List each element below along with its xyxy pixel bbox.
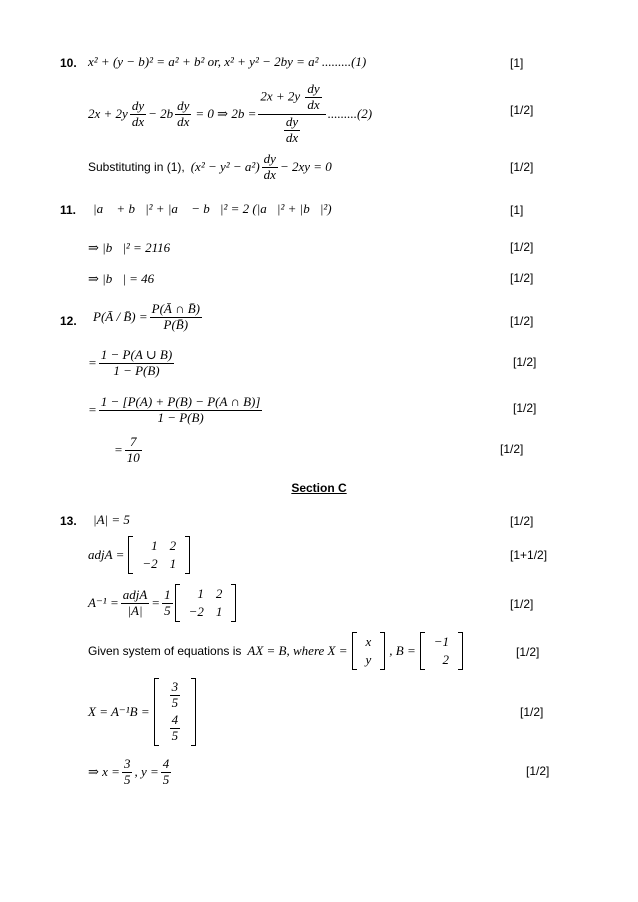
q13-solution-line: [88, 676, 196, 748]
q10-equation-3: [88, 150, 332, 184]
q10-dydx-num-2: dy: [177, 97, 190, 113]
q12-frac-2-num: 1 − P(A ∪ B): [100, 346, 173, 362]
q12-frac-1-den: P(B̄): [163, 316, 189, 332]
q10-eq3-expr: (x² − y² − a²): [190, 159, 260, 174]
q12-frac-1-num: P(Ā ∩ B̄): [151, 300, 200, 316]
q13-x-r1: x: [365, 633, 372, 649]
q13-final-pre: ⇒ x =: [88, 764, 120, 779]
q10-eq2-lhs: 2x + 2y: [88, 106, 128, 121]
q10-big-num-text: 2x + 2y: [260, 88, 301, 104]
question-number-11: 11.: [60, 203, 77, 217]
q12-frac-1: [150, 302, 202, 333]
q12-frac-2: [99, 348, 174, 379]
q13-final-x-num: 3: [123, 755, 131, 771]
q10-big-num-dydx: [305, 82, 321, 113]
q13-adj-line: [88, 532, 190, 578]
q12-eq4: =: [114, 442, 123, 457]
q13-final-y-den: 5: [162, 771, 170, 787]
q13-b-label: , B =: [389, 643, 416, 658]
q11-mark-3: [1/2]: [510, 271, 534, 285]
q11-equation-2: ⇒ |b⃗|² = 2116: [88, 240, 171, 255]
q13-adj-label: adjA =: [88, 547, 125, 562]
section-c-heading: Section C: [291, 481, 347, 495]
q13-mark-4: [1/2]: [516, 645, 540, 659]
q10-big-num-dydx-den: dx: [307, 97, 320, 113]
q13-inv-r1c1: 1: [197, 585, 204, 601]
q13-final-y: [161, 757, 172, 788]
q13-sol-r2: [170, 713, 181, 744]
q11-mark-1: [1]: [510, 203, 524, 217]
q13-inv-frac-num: adjA: [122, 586, 148, 602]
q10-dydx-frac: [130, 99, 146, 130]
q12-frac-2-den: 1 − P(B): [113, 362, 160, 378]
q13-mark-1: [1/2]: [510, 514, 534, 528]
question-number-12: 12.: [60, 314, 77, 328]
q13-inv-r1c2: 2: [215, 585, 223, 601]
q12-mark-2: [1/2]: [513, 355, 537, 369]
q13-inv-coef-den: 5: [164, 602, 171, 618]
q12-equation-2: [88, 343, 176, 383]
q12-frac-4-num: 7: [125, 435, 142, 451]
q13-inv-coef-num: 1: [164, 586, 171, 602]
q12-equation-1: [93, 297, 204, 337]
q13-sol-r1-num: 3: [171, 679, 179, 695]
q10-mark-2: [1/2]: [510, 103, 534, 117]
q10-substituting-text: Substituting in (1),: [88, 160, 185, 174]
q13-inverse-line: [88, 580, 236, 626]
q13-adj-r1c2: 2: [169, 537, 177, 553]
q13-inv-label: A⁻¹ =: [88, 595, 119, 610]
q10-big-den-den: dx: [285, 129, 299, 145]
q13-system-line: [88, 628, 463, 674]
q13-inv-frac-den: |A|: [127, 602, 143, 618]
q10-dydx-den-2: dx: [177, 113, 190, 129]
q13-final-x-den: 5: [123, 771, 131, 787]
q13-inv-r2c1: −2: [188, 604, 204, 619]
q10-equation-2: [88, 81, 373, 145]
q13-inv-eq: =: [151, 595, 161, 610]
q10-big-frac-num: [258, 82, 325, 115]
q13-sol-r1-den: 5: [171, 695, 179, 711]
question-number-13: 13.: [60, 514, 77, 528]
q13-mark-6: [1/2]: [526, 764, 550, 778]
q13-mark-3: [1/2]: [510, 597, 534, 611]
q13-final-y-num: 4: [162, 755, 170, 771]
q13-mark-5: [1/2]: [520, 705, 544, 719]
q10-dydx-num: dy: [131, 97, 145, 113]
q13-final-mid: , y =: [134, 764, 159, 779]
q13-final-line: [88, 752, 173, 792]
q13-adj-r2c2: 1: [169, 556, 177, 571]
q13-sol-label: X = A⁻¹B =: [88, 704, 150, 719]
q11-equation-1: |a⃗ + b⃗|² + |a⃗ − b⃗|² = 2 (|a⃗|² + |b⃗|²): [93, 201, 332, 216]
q13-adj-matrix: [128, 536, 190, 575]
q13-x-vector: [352, 632, 386, 671]
q12-frac-3-den: 1 − P(B): [157, 409, 204, 425]
q13-b-r2: 2: [442, 652, 450, 667]
q13-sol-vector: [154, 678, 197, 746]
q10-eq3-dydx: [262, 152, 278, 183]
question-number-10: 10.: [60, 56, 77, 70]
q10-big-frac: [258, 82, 325, 146]
q13-x-r2: y: [365, 652, 372, 667]
q12-eq3: =: [88, 402, 97, 417]
q13-adj-r1c1: 1: [151, 537, 158, 553]
q12-frac-3: [99, 395, 263, 426]
q10-mark-1: [1]: [510, 56, 524, 70]
q10-eq2-mid: − 2b: [148, 106, 174, 121]
q13-final-x: [122, 757, 133, 788]
q10-eq3-dydx-num: dy: [263, 150, 276, 166]
q10-eq3-tail: − 2xy = 0: [279, 159, 332, 174]
q13-system-text: Given system of equations is: [88, 644, 242, 658]
q10-big-frac-den: [258, 115, 325, 146]
q12-frac-4-den: 10: [126, 449, 140, 465]
q13-det-line: |A| = 5: [93, 512, 130, 527]
q12-eq2: =: [88, 355, 97, 370]
q12-mark-3: [1/2]: [513, 401, 537, 415]
q10-eq2-tail: .........(2): [327, 106, 373, 121]
q13-adj-r2c1: −2: [142, 556, 158, 571]
q10-mark-3: [1/2]: [510, 160, 534, 174]
q13-system-eq: AX = B, where X =: [247, 643, 348, 658]
q10-big-num-dydx-num: dy: [307, 81, 320, 97]
q13-inv-frac: [121, 588, 150, 619]
q11-equation-3: ⇒ |b⃗| = 46: [88, 271, 155, 286]
q13-inv-r2c2: 1: [215, 604, 223, 619]
q12-frac-4: [125, 435, 142, 466]
q12-mark-4: [1/2]: [500, 442, 524, 456]
q12-frac-3-num: 1 − [P(A) + P(B) − P(A ∩ B)]: [100, 393, 261, 409]
q13-inv-matrix: [175, 584, 237, 623]
q12-mark-1: [1/2]: [510, 314, 534, 328]
q11-mark-2: [1/2]: [510, 240, 534, 254]
q13-inv-coef: [162, 588, 173, 619]
q12-lhs: P(Ā / B̄) =: [93, 309, 148, 324]
q10-eq3-dydx-den: dx: [263, 166, 276, 182]
q10-big-den-num: dy: [285, 114, 299, 129]
q10-dydx-den: dx: [131, 113, 145, 129]
q13-b-vector: [420, 632, 463, 671]
q10-equation-1: x² + (y − b)² = a² + b² or, x² + y² − 2by = a² .........(1): [88, 54, 367, 69]
q13-sol-r2-num: 4: [171, 712, 179, 727]
q13-sol-r2-den: 5: [171, 727, 179, 743]
q10-big-den-dydx: [284, 115, 300, 146]
q13-mark-2: [1+1/2]: [510, 548, 548, 562]
q13-sol-r1: [170, 680, 181, 711]
q10-eq2-rhs: = 0 ⇒ 2b =: [195, 106, 257, 121]
q13-b-r1: −1: [433, 633, 450, 649]
q12-equation-4: [114, 430, 144, 470]
q12-equation-3: [88, 390, 264, 430]
q10-dydx-frac-2: [175, 99, 191, 130]
